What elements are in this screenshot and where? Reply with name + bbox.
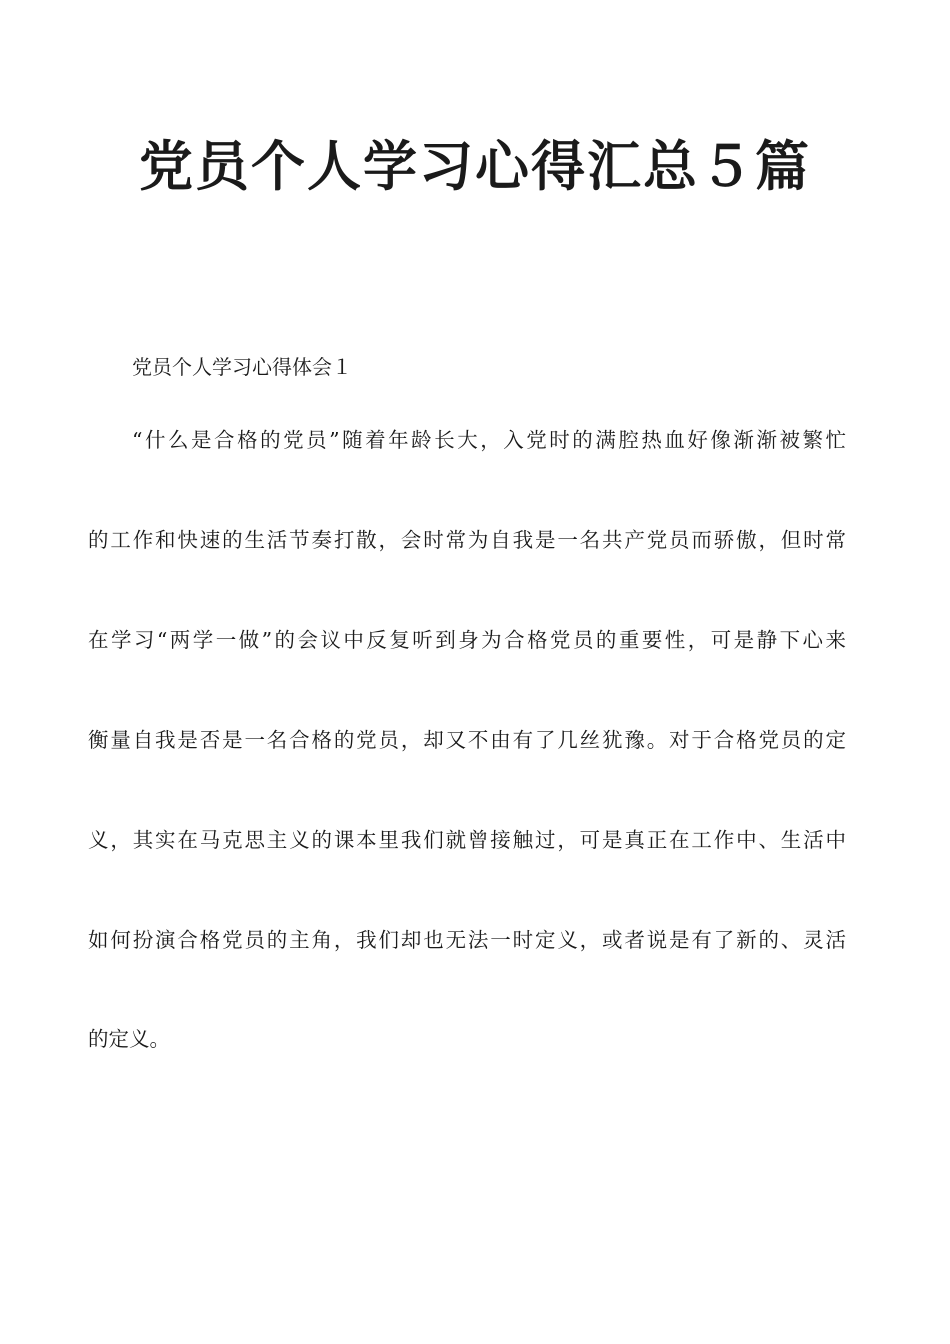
paragraph-line: 的工作和快速的生活节奏打散，会时常为自我是一名共产党员而骄傲，但时常 [88,528,846,552]
paragraph-line: “什么是合格的党员”随着年龄长大，入党时的满腔热血好像渐渐被繁忙 [132,428,846,452]
paragraph-line: 如何扮演合格党员的主角，我们却也无法一时定义，或者说是有了新的、灵活 [88,928,846,952]
paragraph-line: 的定义。 [88,1027,170,1051]
document-title: 党员个人学习心得汇总５篇 [139,134,811,198]
section-heading: 党员个人学习心得体会１ [132,355,352,379]
paragraph-line: 在学习“两学一做”的会议中反复听到身为合格党员的重要性，可是静下心来 [88,628,846,652]
paragraph-line: 衡量自我是否是一名合格的党员，却又不由有了几丝犹豫。对于合格党员的定 [88,728,846,752]
paragraph-line: 义，其实在马克思主义的课本里我们就曾接触过，可是真正在工作中、生活中 [88,828,846,852]
